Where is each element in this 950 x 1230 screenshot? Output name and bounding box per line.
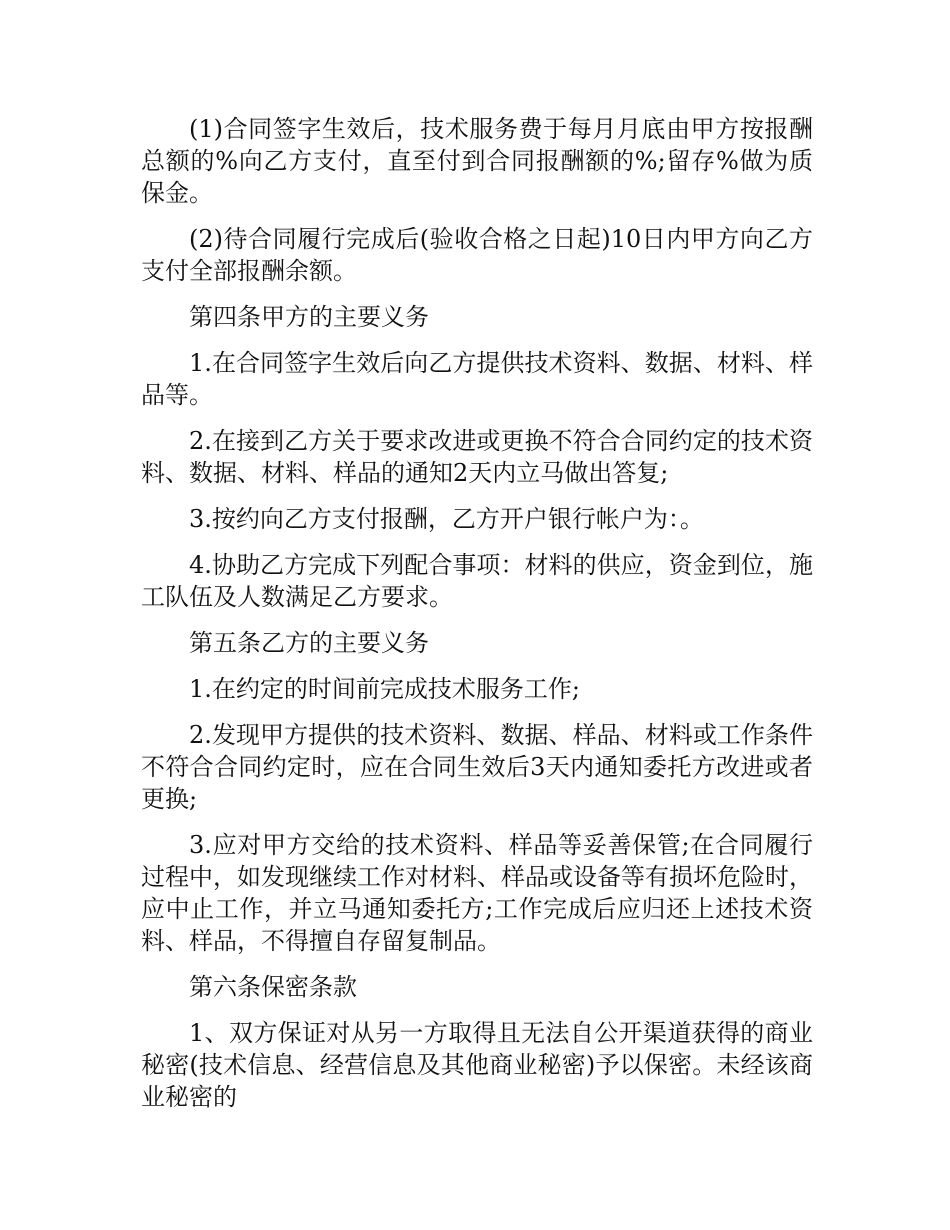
section-heading-article-5: 第五条乙方的主要义务 (189, 629, 429, 657)
confidentiality-clause-1: 1、双方保证对从另一方取得且无法自公开渠道获得的商业秘密(技术信息、经营信息及其他商业秘密)予以保密。未经该商业秘密的 (141, 1019, 813, 1111)
party-a-duty-3: 3.按约向乙方支付报酬，乙方开户银行帐户为：。 (189, 505, 704, 533)
payment-clause-2: (2)待合同履行完成后(验收合格之日起)10日内甲方向乙方支付全部报酬余额。 (141, 225, 813, 285)
party-b-duty-2: 2.发现甲方提供的技术资料、数据、样品、材料或工作条件不符合合同约定时，应在合同生效后3天内通知委托方改进或者更换; (141, 721, 813, 813)
payment-clause-1: (1)合同签字生效后，技术服务费于每月月底由甲方按报酬总额的%向乙方支付，直至付到合同报酬额的%;留存%做为质保金。 (141, 115, 813, 207)
document-body (141, 113, 813, 1127)
party-b-duty-1: 1.在约定的时间前完成技术服务工作; (189, 675, 580, 703)
party-a-duty-2: 2.在接到乙方关于要求改进或更换不符合合同约定的技术资料、数据、材料、样品的通知2天内立马做出答复; (141, 427, 813, 487)
party-a-duty-1: 1.在合同签字生效后向乙方提供技术资料、数据、材料、样品等。 (141, 349, 813, 409)
section-heading-article-4: 第四条甲方的主要义务 (189, 303, 429, 331)
section-heading-article-6: 第六条保密条款 (189, 973, 357, 1001)
party-b-duty-3: 3.应对甲方交给的技术资料、样品等妥善保管;在合同履行过程中，如发现继续工作对材料、样品或设备等有损坏危险时，应中止工作，并立马通知委托方;工作完成后应归还上述技术资料、样品，不得擅自存留复制品。 (141, 831, 813, 955)
party-a-duty-4: 4.协助乙方完成下列配合事项：材料的供应，资金到位，施工队伍及人数满足乙方要求。 (141, 551, 813, 611)
